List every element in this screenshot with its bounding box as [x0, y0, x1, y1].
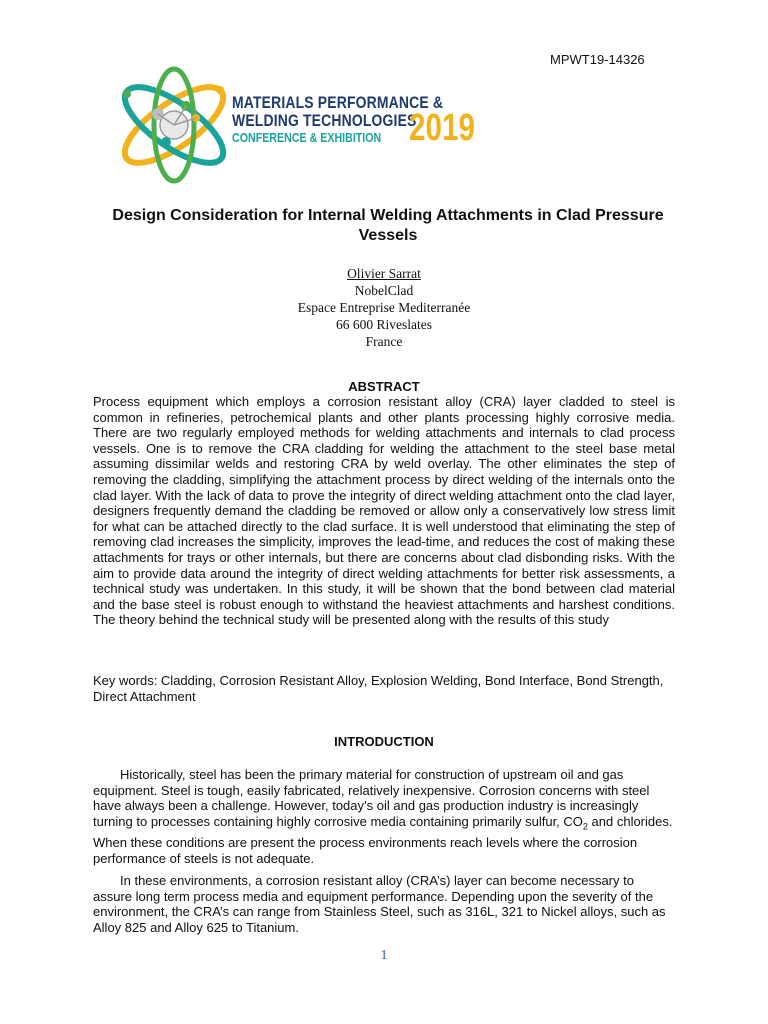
author-address-line-2: 66 600 Riveslates: [336, 317, 432, 332]
intro-p1-text-end: and chlorides. When these conditions are present the process environments reach levels where the corrosion performance of steels is not adequate.: [93, 813, 673, 866]
co2-subscript: 2: [582, 821, 588, 832]
intro-p1-text: Historically, steel has been the primary material for construction of upstream oil and gas equipment. Steel is tough, easily fabricated, relatively inexpensive. Corrosion concerns with steel have always been a challenge. However, today’s oil and gas production industry is increasingly turning to processes containing highly corrosive media containing primarily sulfur, CO: [93, 767, 650, 829]
author-company: NobelClad: [354, 283, 414, 298]
author-country: France: [365, 334, 403, 349]
atom-logo-icon: [112, 58, 242, 192]
author-name: Olivier Sarrat: [347, 266, 421, 281]
page-number: 1: [380, 948, 388, 963]
introduction-paragraph-2: In these environments, a corrosion resistant alloy (CRA’s) layer can become necessary to assure long term process media and equipment performance. Depending upon the severity of the environment, the CRA’s can range from Stainless Steel, such as 316L, 321 to Nickel alloys, such as Alloy 825 and Alloy 625 to Titanium.: [93, 873, 666, 935]
author-address-line-1: Espace Entreprise Mediterranée: [297, 300, 471, 315]
logo-line-2: WELDING TECHNOLOGIES: [232, 111, 417, 130]
introduction-paragraph-1: [93, 767, 675, 866]
logo-year: 2019: [409, 107, 475, 149]
paper-id: MPWT19-14326: [550, 52, 645, 67]
conference-logo: [112, 58, 492, 192]
abstract-text: Process equipment which employs a corrosion resistant alloy (CRA) layer cladded to steel is common in refineries, petrochemical plants and other plants processing highly corrosive media. There are two regularly employed methods for welding attachments and internals to clad process vessels. One is to remove the CRA cladding for welding the attachment to the steel base metal assuming dissimilar welds and restoring CRA by weld overlay. The other eliminates the step of removing the cladding, simplifying the attachment process by direct welding of the internals onto the clad layer. With the lack of data to prove the integrity of direct welding attachment onto the clad layer, designers frequently demand the cladding be removed or allow only a conservatively low stress limit for what can be attached directly to the clad surface. It is well understood that eliminating the step of removing clad increases the simplicity, improves the lead-time, and reduces the cost of making these attachments for trays or other internals, but there are concerns about clad disbonding risks. With the aim to provide data around the integrity of direct welding attachments for better risk assessments, a technical study was undertaken. In this study, it will be shown that the bond between clad material and the base steel is robust enough to withstand the heaviest attachments and harshest conditions. The theory behind the technical study will be presented along with the results of this study: [93, 394, 675, 628]
keywords: Key words: Cladding, Corrosion Resistant Alloy, Explosion Welding, Bond Interface, Bond Strength, Direct Attachment: [93, 673, 664, 704]
logo-line-1: MATERIALS PERFORMANCE &: [232, 93, 444, 112]
introduction-heading: INTRODUCTION: [334, 734, 434, 749]
author-block: [0, 265, 768, 350]
abstract-heading: ABSTRACT: [348, 379, 420, 394]
logo-line-3: CONFERENCE & EXHIBITION: [232, 130, 382, 145]
paper-title: Design Consideration for Internal Welding Attachments in Clad Pressure Vessels: [112, 207, 664, 244]
